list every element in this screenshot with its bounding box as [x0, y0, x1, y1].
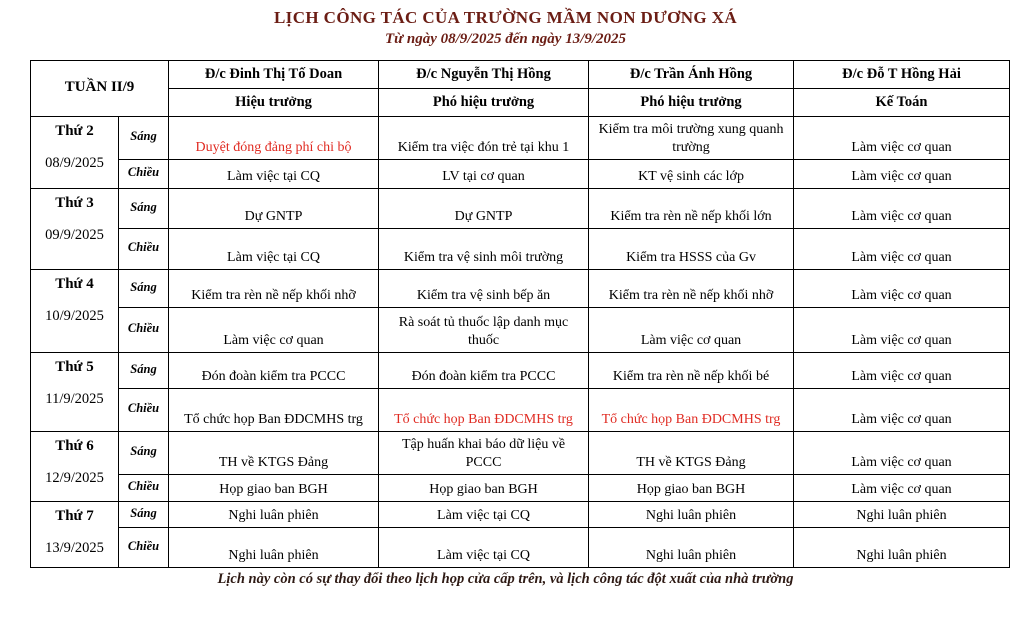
schedule-cell: TH về KTGS Đảng [169, 432, 379, 475]
schedule-cell: Làm việc cơ quan [169, 308, 379, 353]
day-date: 09/9/2025 [45, 226, 104, 243]
schedule-cell: Họp giao ban BGH [589, 475, 794, 502]
schedule-table [30, 60, 1010, 568]
session-label-afternoon: Chiều [119, 389, 169, 432]
schedule-cell: Làm việc cơ quan [589, 308, 794, 353]
schedule-cell: Nghi luân phiên [589, 502, 794, 528]
schedule-cell: Kiểm tra HSSS của Gv [589, 229, 794, 270]
day-cell [31, 117, 119, 189]
schedule-cell: Làm việc cơ quan [794, 389, 1010, 432]
table-row [31, 189, 1010, 229]
day-label: Thứ 7 [55, 508, 94, 524]
schedule-cell: Đón đoàn kiểm tra PCCC [169, 353, 379, 389]
staff-role: Hiệu trưởng [169, 89, 379, 117]
schedule-cell: Kiểm tra rèn nề nếp khối nhỡ [589, 270, 794, 308]
schedule-cell: Làm việc cơ quan [794, 189, 1010, 229]
page-title: LỊCH CÔNG TÁC CỦA TRƯỜNG MẦM NON DƯƠNG XÁ [273, 8, 738, 27]
schedule-cell: LV tại cơ quan [379, 160, 589, 189]
day-label: Thứ 5 [55, 359, 94, 375]
schedule-cell: Kiểm tra môi trường xung quanh trường [589, 117, 794, 160]
footer-note: Lịch này còn có sự thay đổi theo lịch họp cửa cấp trên, và lịch công tác đột xuất của nhà trường [217, 571, 794, 587]
table-row [31, 117, 1010, 160]
schedule-cell: Làm việc cơ quan [794, 353, 1010, 389]
schedule-cell: Họp giao ban BGH [379, 475, 589, 502]
day-cell [31, 432, 119, 502]
day-label: Thứ 2 [55, 123, 94, 139]
day-date: 11/9/2025 [45, 390, 104, 407]
table-row [31, 229, 1010, 270]
schedule-cell: Họp giao ban BGH [169, 475, 379, 502]
table-row [31, 475, 1010, 502]
schedule-cell: Làm việc cơ quan [794, 432, 1010, 475]
schedule-cell: Làm việc cơ quan [794, 308, 1010, 353]
day-date: 12/9/2025 [45, 469, 104, 486]
staff-role: Kế Toán [794, 89, 1010, 117]
schedule-cell: Kiểm tra vệ sinh môi trường [379, 229, 589, 270]
header-row-roles [31, 89, 1010, 117]
session-label-afternoon: Chiều [119, 229, 169, 270]
schedule-cell: Làm việc cơ quan [794, 229, 1010, 270]
table-row [31, 432, 1010, 475]
staff-name: Đ/c Nguyễn Thị Hồng [379, 61, 589, 89]
session-label-afternoon: Chiều [119, 475, 169, 502]
schedule-cell: Làm việc cơ quan [794, 117, 1010, 160]
day-label: Thứ 4 [55, 276, 94, 292]
schedule-cell: Nghi luân phiên [589, 528, 794, 568]
schedule-cell: Nghi luân phiên [794, 528, 1010, 568]
schedule-cell: Làm việc cơ quan [794, 160, 1010, 189]
table-row [31, 528, 1010, 568]
day-cell [31, 353, 119, 432]
schedule-cell: Kiểm tra rèn nề nếp khối bé [589, 353, 794, 389]
session-label-morning: Sáng [119, 189, 169, 229]
schedule-cell: Tổ chức họp Ban ĐDCMHS trg [379, 389, 589, 432]
schedule-cell: Dự GNTP [379, 189, 589, 229]
schedule-cell: Làm việc tại CQ [169, 229, 379, 270]
table-row [31, 308, 1010, 353]
day-date: 08/9/2025 [45, 154, 104, 171]
schedule-cell: TH về KTGS Đảng [589, 432, 794, 475]
schedule-cell: Duyệt đóng đảng phí chi bộ [169, 117, 379, 160]
table-row [31, 389, 1010, 432]
table-row [31, 160, 1010, 189]
staff-role: Phó hiệu trưởng [379, 89, 589, 117]
table-row [31, 502, 1010, 528]
schedule-cell: Nghi luân phiên [169, 528, 379, 568]
session-label-morning: Sáng [119, 270, 169, 308]
staff-name: Đ/c Đinh Thị Tố Doan [169, 61, 379, 89]
schedule-cell: Tổ chức họp Ban ĐDCMHS trg [589, 389, 794, 432]
session-label-morning: Sáng [119, 432, 169, 475]
schedule-cell: Làm việc tại CQ [379, 528, 589, 568]
session-label-morning: Sáng [119, 502, 169, 528]
week-label: TUẦN II/9 [31, 61, 169, 117]
schedule-cell: KT vệ sinh các lớp [589, 160, 794, 189]
day-cell [31, 189, 119, 270]
session-label-afternoon: Chiều [119, 308, 169, 353]
session-label-afternoon: Chiều [119, 528, 169, 568]
schedule-cell: Đón đoàn kiểm tra PCCC [379, 353, 589, 389]
header-row-names [31, 61, 1010, 89]
staff-name: Đ/c Đỗ T Hồng Hải [794, 61, 1010, 89]
schedule-cell: Kiểm tra rèn nề nếp khối nhỡ [169, 270, 379, 308]
schedule-cell: Rà soát tủ thuốc lập danh mục thuốc [379, 308, 589, 353]
schedule-cell: Làm việc cơ quan [794, 270, 1010, 308]
day-cell [31, 270, 119, 353]
schedule-cell: Tổ chức họp Ban ĐDCMHS trg [169, 389, 379, 432]
schedule-cell: Làm việc tại CQ [169, 160, 379, 189]
day-cell [31, 502, 119, 568]
schedule-cell: Nghi luân phiên [794, 502, 1010, 528]
schedule-cell: Kiểm tra vệ sinh bếp ăn [379, 270, 589, 308]
table-row [31, 353, 1010, 389]
day-date: 10/9/2025 [45, 307, 104, 324]
staff-role: Phó hiệu trưởng [589, 89, 794, 117]
day-date: 13/9/2025 [45, 539, 104, 556]
schedule-cell: Kiểm tra việc đón trẻ tại khu 1 [379, 117, 589, 160]
table-row [31, 270, 1010, 308]
session-label-morning: Sáng [119, 353, 169, 389]
schedule-cell: Làm việc cơ quan [794, 475, 1010, 502]
page-subtitle: Từ ngày 08/9/2025 đến ngày 13/9/2025 [384, 31, 627, 47]
schedule-cell: Tập huấn khai báo dữ liệu về PCCC [379, 432, 589, 475]
schedule-cell: Dự GNTP [169, 189, 379, 229]
schedule-cell: Kiểm tra rèn nề nếp khối lớn [589, 189, 794, 229]
session-label-morning: Sáng [119, 117, 169, 160]
staff-name: Đ/c Trần Ánh Hồng [589, 61, 794, 89]
schedule-cell: Làm việc tại CQ [379, 502, 589, 528]
schedule-cell: Nghi luân phiên [169, 502, 379, 528]
day-label: Thứ 3 [55, 195, 94, 211]
session-label-afternoon: Chiều [119, 160, 169, 189]
day-label: Thứ 6 [55, 438, 94, 454]
